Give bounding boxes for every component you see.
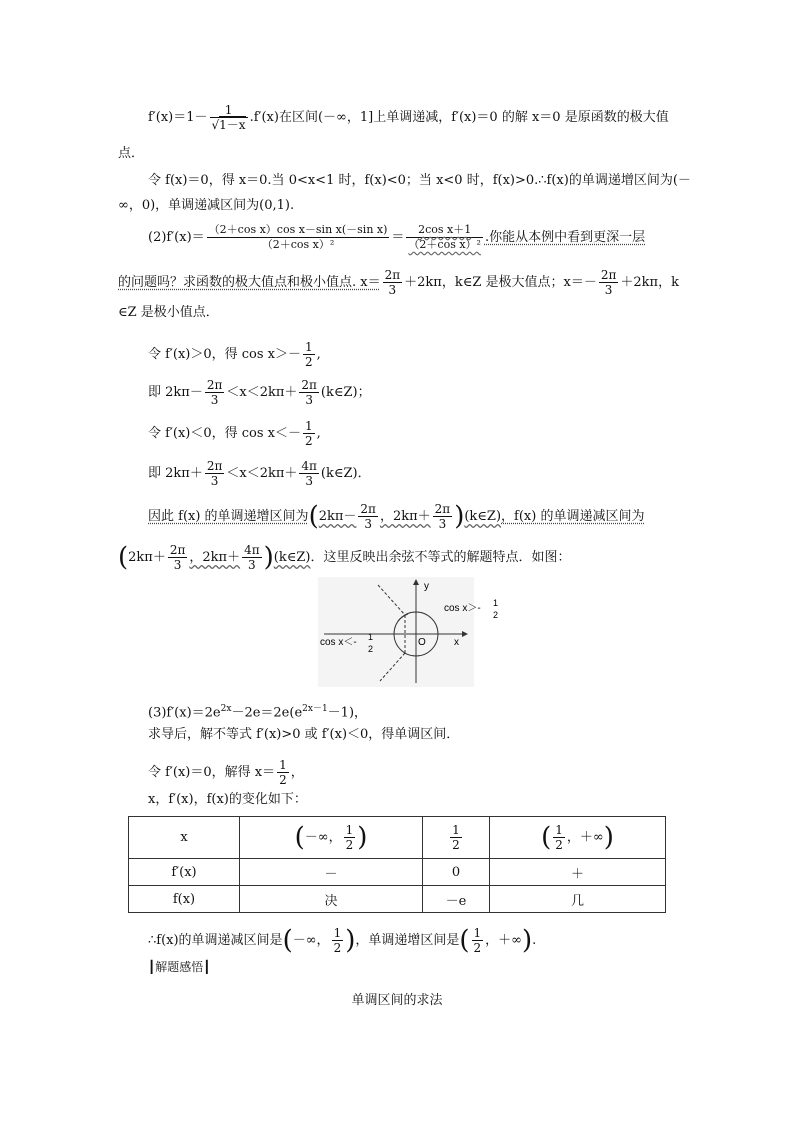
table-cell: (－∞， $\frac{1}{2}$ ) bbox=[240, 817, 423, 859]
table-cell: －e bbox=[423, 886, 490, 913]
table-cell: 0 bbox=[423, 859, 490, 886]
table-cell: 决 bbox=[240, 886, 423, 913]
line-16: 令 f′(x)＝0，解得 x＝ $\frac{1}{2}$ ， bbox=[148, 758, 304, 787]
line-15: 求导后，解不等式 f′(x)>0 或 f′(x)＜0，得单调区间． bbox=[148, 727, 460, 742]
table-cell: ( $\frac{1}{2}$ ，＋∞) bbox=[490, 817, 666, 859]
unit-circle-diagram bbox=[318, 577, 499, 687]
right-frac-d: 2 bbox=[493, 610, 499, 620]
line-17: x，f′(x)，f(x)的变化如下： bbox=[148, 792, 307, 807]
origin-label: O bbox=[418, 637, 426, 648]
y-axis-label: y bbox=[424, 581, 429, 592]
line-3: 令 f(x)＝0，得 x＝0.当 0<x<1 时，f(x)<0；当 x<0 时，f(x)>0.∴f(x)的单调递增区间为(－ bbox=[148, 173, 691, 188]
line-2: 点． bbox=[118, 146, 145, 161]
line-10: 令 f′(x)＜0，得 cos x＜－ $\frac{1}{2}$ , bbox=[148, 419, 321, 448]
line-6: 的问题吗？求函数的极大值点和极小值点. x＝ $\frac{2\pi}{3}$ ＋2kπ，k∈Z 是极大值点；x＝－ $\frac{2\pi}{3}$ ＋2kπ，k bbox=[118, 268, 679, 297]
line-4: ∞，0)，单调递减区间为(0,1). bbox=[118, 198, 295, 213]
left-frac-d: 2 bbox=[368, 644, 374, 654]
table-cell: $\frac{1}{2}$ bbox=[423, 817, 490, 859]
line-12: 因此 f(x) 的单调递增区间为(2kπ－ $\frac{2\pi}{3}$ ，2kπ＋ $\frac{2\pi}{3}$ )(k∈Z)，f(x) 的单调递减区间为 bbox=[148, 501, 645, 532]
table-cell: ＋ bbox=[490, 859, 666, 886]
right-region-label: cos x＞- bbox=[444, 603, 481, 614]
line-11: 即 2kπ＋ $\frac{2\pi}{3}$ ＜x＜2kπ＋ $\frac{4\pi}{3}$ (k∈Z)． bbox=[148, 459, 371, 488]
line-1: f′(x)＝1－ $\frac{1}{√1-x}$ .f′(x)在区间(－∞，1]上单调递减，f′(x)＝0 的解 x＝0 是原函数的极大值 bbox=[148, 103, 669, 132]
line-18: ∴f(x)的单调递减区间是(－∞， $\frac{1}{2}$ )，单调递增区间是( $\frac{1}{2}$ ，＋∞). bbox=[148, 925, 537, 956]
unit-circle-figure bbox=[318, 577, 499, 687]
table-header-row bbox=[129, 817, 666, 859]
table-cell: 几 bbox=[490, 886, 666, 913]
right-frac-n: 1 bbox=[493, 598, 499, 608]
table-cell: f′(x) bbox=[129, 859, 240, 886]
table-row bbox=[129, 859, 666, 886]
left-region-label: cos x＜- bbox=[320, 637, 357, 648]
table-cell: f(x) bbox=[129, 886, 240, 913]
x-axis-label: x bbox=[454, 637, 459, 648]
left-frac-n: 1 bbox=[368, 632, 374, 642]
line-13: (2kπ＋ $\frac{2\pi}{3}$ ，2kπ＋ $\frac{4\pi}{3}$ )(k∈Z)．这里反映出余弦不等式的解题特点．如图： bbox=[118, 542, 571, 573]
line-9: 即 2kπ－ $\frac{2\pi}{3}$ ＜x＜2kπ＋ $\frac{2\pi}{3}$ (k∈Z)； bbox=[148, 378, 371, 407]
table-cell: x bbox=[129, 817, 240, 859]
line-14: $(3)f'(x)=2e^{2x}-2e=2e(e^{2x-1}-1)$， bbox=[148, 704, 368, 721]
table-row bbox=[129, 886, 666, 913]
variation-table bbox=[128, 816, 666, 913]
section-caption: 单调区间的求法 bbox=[351, 993, 443, 1008]
table-cell: － bbox=[240, 859, 423, 886]
line-5: (2)f′(x)＝ $\frac{\text{（2＋cos x）cos x－sin x(－sin x)}}{\text{（2＋cos x）²}}$ ＝ $\frac{\text{2cos x＋1}}{\text{（2＋cos x）²}}$ .你能从本例中看到更深一层 bbox=[148, 223, 646, 251]
section-tag: ┃解题感悟┃ bbox=[148, 960, 211, 974]
line-8: 令 f′(x)＞0，得 cos x＞－ $\frac{1}{2}$ , bbox=[148, 340, 321, 369]
line-7: ∈Z 是极小值点． bbox=[118, 305, 219, 320]
